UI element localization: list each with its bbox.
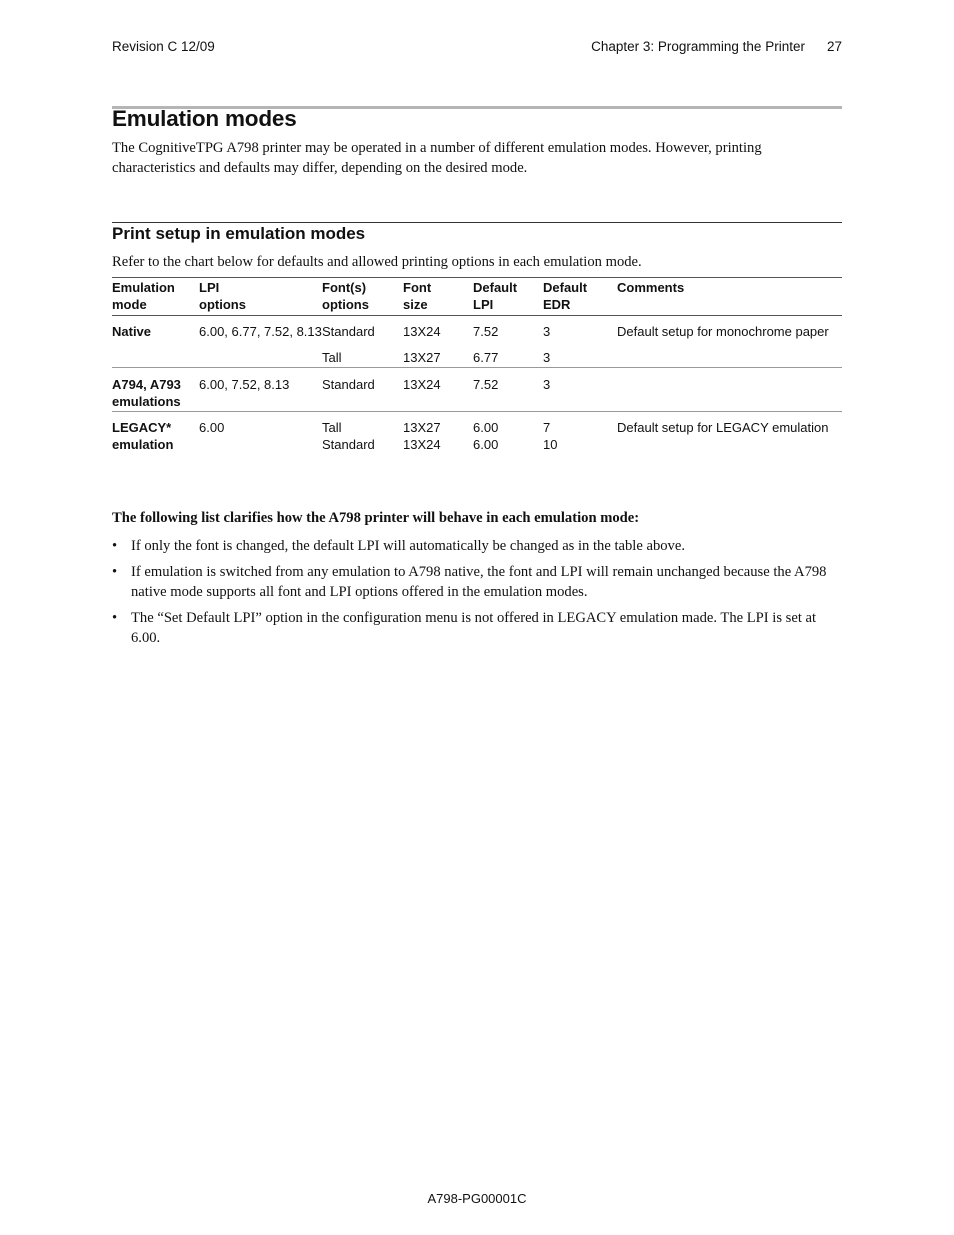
table-row-a794-mode: A794, A793 emulations	[112, 377, 181, 409]
footer-doc-id: A798-PG00001C	[427, 1191, 527, 1206]
list-lead: The following list clarifies how the A798 printer will behave in each emulation mode:	[112, 510, 640, 526]
table-row-native-dlpi-1: 7.52	[473, 324, 499, 339]
th-lpi-options: LPI options	[199, 280, 246, 312]
bullet-icon: •	[112, 564, 118, 580]
bullet-icon: •	[112, 538, 118, 554]
table-row-legacy-dlpi: 6.00 6.00	[473, 420, 499, 452]
th-font-size: Font size	[403, 280, 432, 312]
subsection-intro: Refer to the chart below for defaults and allowed printing options in each emulation mode.	[112, 254, 642, 270]
section-title: Emulation modes	[112, 106, 297, 131]
list-item: • If emulation is switched from any emulation to A798 native, the font and LPI will remain unchanged because the A798 native mode supports all font and LPI options offered in the emulation modes.	[112, 564, 827, 600]
header-chapter-title: Chapter 3: Programming the Printer	[591, 39, 805, 54]
table-header-rule	[112, 315, 842, 316]
table-row-rule	[112, 367, 842, 368]
section-intro: The CognitiveTPG A798 printer may be operated in a number of different emulation modes. However, printing characteristics and defaults may differ, depending on the desired mode.	[112, 140, 762, 176]
subsection-title: Print setup in emulation modes	[112, 224, 366, 243]
table-row-legacy-lpi: 6.00	[199, 420, 225, 435]
table-row-rule	[112, 411, 842, 412]
list-item: • If only the font is changed, the default LPI will automatically be changed as in the table above.	[112, 538, 685, 554]
header-page-number: 27	[826, 39, 842, 54]
behaviour-list	[112, 536, 842, 654]
th-comments: Comments	[617, 280, 685, 295]
subsection-rule	[112, 222, 842, 223]
table-row-legacy-mode: LEGACY* emulation	[112, 420, 174, 452]
list-item: • The “Set Default LPI” option in the configuration menu is not offered in LEGACY emulation made. The LPI is set at 6.00.	[112, 610, 817, 646]
table-row-native-mode: Native	[112, 324, 152, 339]
table-row-native-font-2: Tall	[322, 350, 342, 365]
table-row-native-comment: Default setup for monochrome paper	[617, 324, 829, 339]
table-row-legacy-edr: 7 10	[543, 420, 558, 452]
th-emulation-mode: Emulation mode	[112, 280, 175, 312]
table-row-legacy-sizes: 13X27 13X24	[403, 420, 441, 452]
header-revision: Revision C 12/09	[112, 39, 215, 54]
header-chapter	[591, 39, 842, 54]
table-row-a794-edr: 3	[543, 377, 551, 392]
table-row-legacy-comment: Default setup for LEGACY emulation	[617, 420, 829, 435]
table-row-a794-dlpi: 7.52	[473, 377, 499, 392]
table-row-a794-lpi: 6.00, 7.52, 8.13	[199, 377, 290, 392]
table-row-legacy-fonts: Tall Standard	[322, 420, 375, 452]
table-top-rule	[112, 277, 842, 278]
table-row-native-size-1: 13X24	[403, 324, 441, 339]
table-row-a794-font: Standard	[322, 377, 375, 392]
table-row-native-font-1: Standard	[322, 324, 375, 339]
table-row-native-dlpi-2: 6.77	[473, 350, 499, 365]
table-row-a794-size: 13X24	[403, 377, 441, 392]
table-row-native-edr-1: 3	[543, 324, 551, 339]
th-default-edr: Default EDR	[543, 280, 588, 312]
th-fonts-options: Font(s) options	[322, 280, 369, 312]
table-row-native-edr-2: 3	[543, 350, 551, 365]
table-row-native-size-2: 13X27	[403, 350, 441, 365]
th-default-lpi: Default LPI	[473, 280, 518, 312]
bullet-icon: •	[112, 610, 118, 626]
table-row-native-lpi: 6.00, 6.77, 7.52, 8.13	[199, 324, 322, 339]
